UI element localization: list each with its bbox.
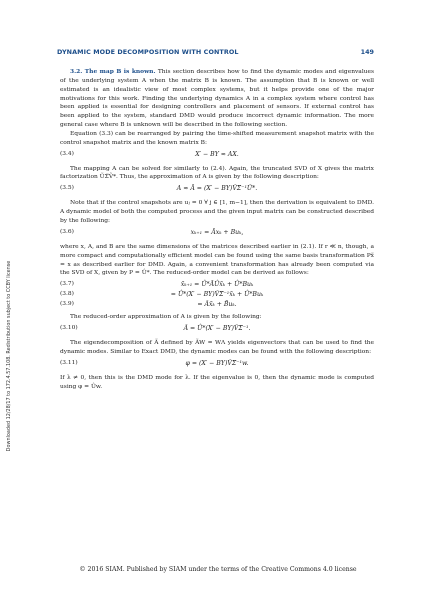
equation-3-5	[60, 182, 374, 196]
equation-body: = Ãx̃ₖ + B̃uₖ.	[197, 301, 237, 309]
paragraph-6: The reduced-order approximation of A is given by the following:	[70, 314, 262, 321]
running-title: DYNAMIC MODE DECOMPOSITION WITH CONTROL	[57, 48, 239, 56]
paragraph-2: Equation (3.3) can be rearranged by pairing the time-shifted measurement snapshot matrix with the control snapshot matrix and the known matrix B:	[60, 130, 374, 146]
equation-3-4	[60, 148, 374, 162]
paragraph-7: The eigendecomposition of Ã defined by ÃW = WΛ yields eigenvectors that can be used to find the dynamic modes. Similar to Exact DMD, the dynamic modes can be found with the following description:	[60, 340, 374, 355]
paragraph-5: where x, A, and B are the same dimensions of the matrices described earlier in (2.1). If r ≪ n, though, a more compact and computationally efficient model can be found using the same basis transformation Px̃ = x as described earlier for DMD. Again, a convenient transformation has already been computed via the SVD of X, given by P = Û*. The reduced-order model can be derived as follows:	[60, 243, 374, 277]
equation-number: (3.4)	[60, 150, 74, 157]
equation-3-11	[60, 357, 374, 371]
equation-3-7	[60, 280, 374, 290]
equation-3-9	[60, 300, 374, 310]
paragraph-3: The mapping A can be solved for similarly to (2.4). Again, the truncated SVD of X gives the matrix factorization ŨΣ̃Ṽ*. Thus, the approximation of A is given by the following description:	[60, 165, 374, 181]
paragraph-4: Note that if the control snapshots are uⱼ = 0 ∀ j ∈ [1, m−1], then the derivation is equivalent to DMD. A dynamic model of both the computed process and the given input matrix can be constructed described by the following:	[60, 200, 374, 224]
equation-number: (3.11)	[60, 359, 78, 366]
equation-number: (3.7)	[60, 281, 74, 288]
license-footer: © 2016 SIAM. Published by SIAM under the terms of the Creative Commons 4.0 license	[79, 566, 357, 573]
equation-body: xₖ₊₁ = Āxₖ + Buₖ,	[190, 228, 244, 236]
equation-3-6	[60, 226, 374, 240]
article-body	[60, 68, 374, 391]
equation-body: = Û*(X′ − BΥ)ṼΣ̃⁻¹x̃ₖ + Û*Buₖ	[170, 291, 264, 299]
equation-body: X′ − BΥ ≈ AX.	[195, 150, 239, 158]
equation-number: (3.8)	[60, 291, 74, 298]
page-number: 149	[360, 48, 374, 56]
equation-body: A ≈ Ā = (X′ − BΥ)ṼΣ̃⁻¹Ũ*.	[176, 185, 258, 193]
equation-number: (3.6)	[60, 228, 74, 235]
download-notice-sidebar	[4, 134, 14, 578]
paragraph-1-text: This section describes how to find the dynamic modes and eigenvalues of the underlying system A when the matrix B is known. The assumption that B is known or well estimated is an idealistic view of most complex systems, but it helps provide one of the major motivations for this work. Finding the underlying dynamics A in a complex system where control has been applied is essential for designing controllers and placement of sensors. If external control has been applied to the system, standard DMD would produce incorrect dynamic information. The more general case where B is unknown will be described in the following section.	[60, 69, 375, 129]
equation-number: (3.9)	[60, 301, 74, 308]
equation-number: (3.5)	[60, 185, 74, 192]
paragraph-8: If λ ≠ 0, then this is the DMD mode for λ. If the eigenvalue is 0, then the dynamic mode is computed using φ = Ûw.	[60, 374, 374, 390]
equation-number: (3.10)	[60, 325, 78, 332]
section-intro-paragraph	[60, 68, 374, 130]
equation-body: x̃ₖ₊₁ = Û*ĀÛx̃ₖ + Û*Buₖ	[180, 281, 254, 289]
page-header	[57, 48, 374, 58]
equation-3-10	[60, 322, 374, 336]
equation-3-8	[60, 290, 374, 300]
equation-body: φ = (X′ − BΥ)ṼΣ̃⁻¹w.	[185, 359, 249, 367]
download-notice-text: Downloaded 12/28/17 to 172.4.57.108. Redistribution subject to CCBY license	[6, 260, 12, 452]
equation-body: Ã = Û*(X′ − BΥ)ṼΣ̃⁻¹.	[183, 325, 251, 333]
section-heading: 3.2. The map B is known.	[70, 68, 156, 75]
